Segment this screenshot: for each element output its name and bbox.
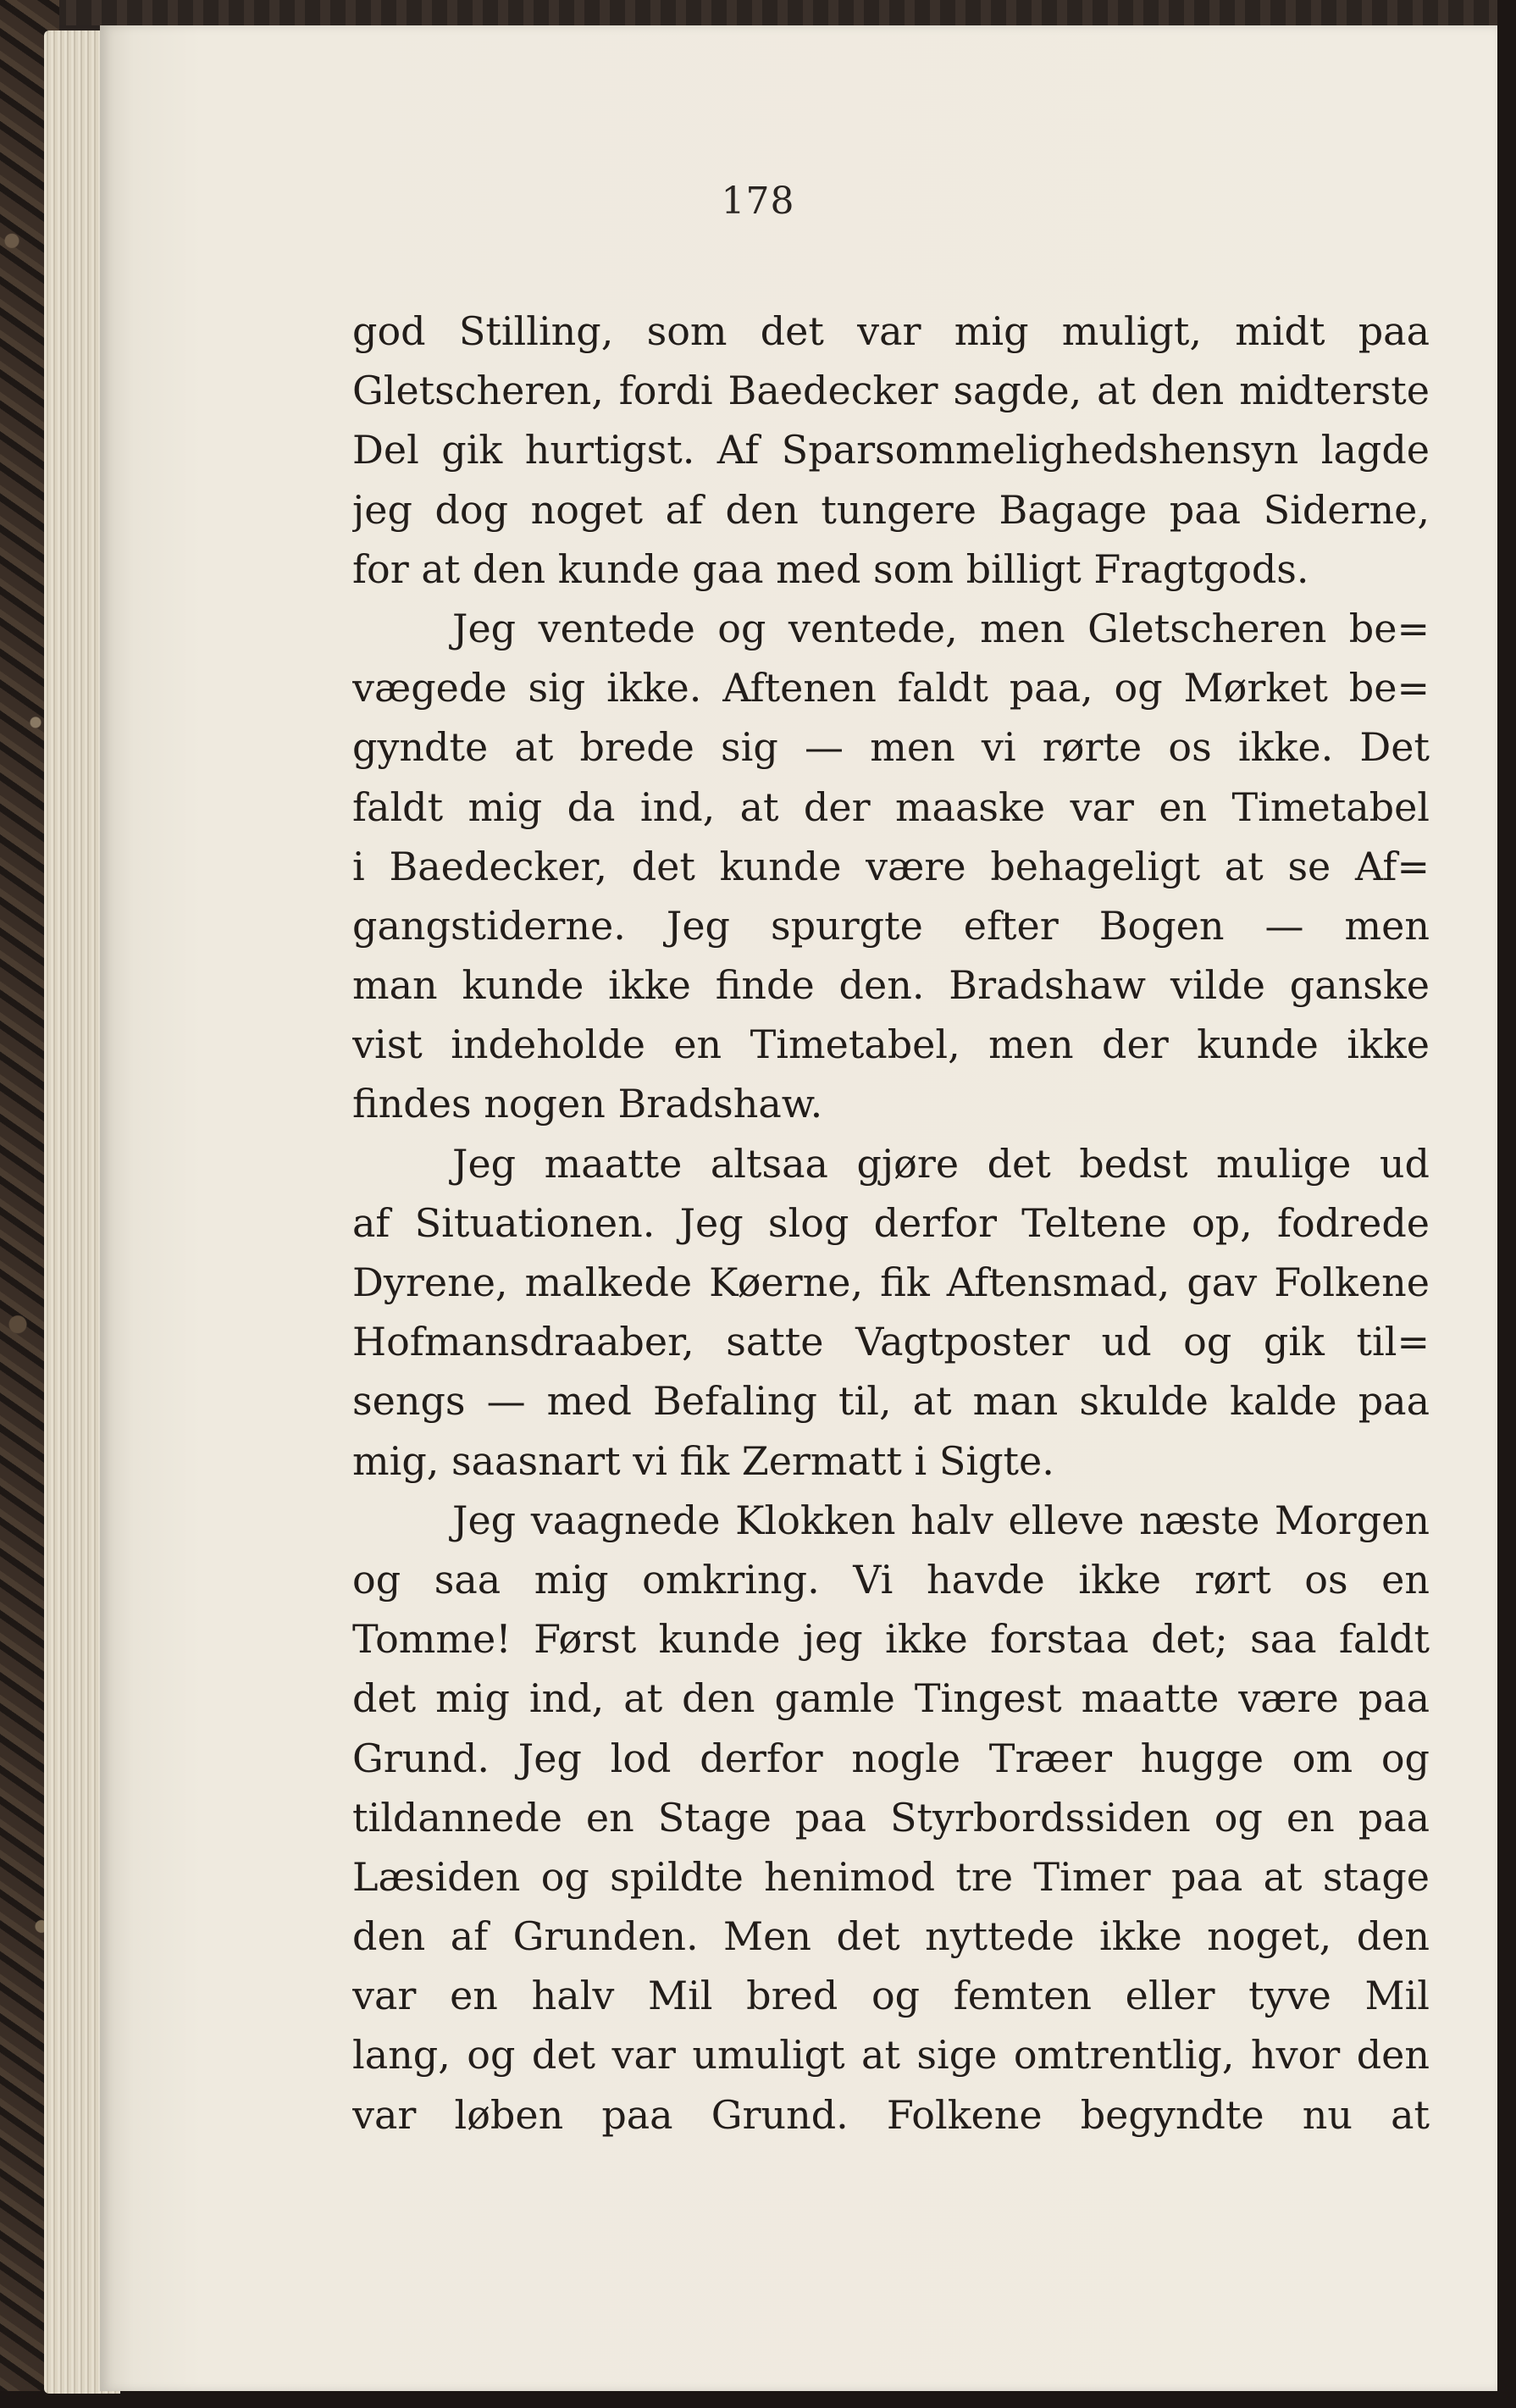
body-text [352, 302, 1430, 2145]
book-cover-top [0, 0, 1516, 25]
text-line: den af Grunden. Men det nyttede ikke noget, den [352, 1913, 1430, 1960]
text-line: Hofmansdraaber, satte Vagtposter ud og gik til= [352, 1319, 1430, 1365]
text-line: var løben paa Grund. Folkene begyndte nu at [352, 2091, 1430, 2138]
text-line: for at den kunde gaa med som billigt Fragtgods. [352, 545, 1309, 592]
text-line: Dyrene, malkede Køerne, fik Aftensmad, gav Folkene [352, 1259, 1430, 1305]
text-line: vist indeholde en Timetabel, men der kunde ikke [352, 1021, 1430, 1068]
book-cover-bottom [0, 2391, 1516, 2408]
text-line: Del gik hurtigst. Af Sparsommelighedshensyn lagde [352, 427, 1430, 473]
book-cover-right [1497, 0, 1516, 2408]
text-line: gangstiderne. Jeg spurgte efter Bogen — men [352, 902, 1430, 949]
text-line: Jeg vaagnede Klokken halv elleve næste Morgen [452, 1497, 1430, 1543]
text-line: faldt mig da ind, at der maaske var en Timetabel [352, 783, 1430, 830]
text-line: man kunde ikke finde den. Bradshaw vilde ganske [352, 962, 1430, 1009]
text-line: jeg dog noget af den tungere Bagage paa Siderne, [352, 486, 1430, 533]
text-line: Grund. Jeg lod derfor nogle Træer hugge om og [352, 1735, 1430, 1781]
text-line: tildannede en Stage paa Styrbordssiden og en paa [352, 1794, 1430, 1841]
text-line: vægede sig ikke. Aftenen faldt paa, og Mørket be= [352, 665, 1430, 711]
text-line: og saa mig omkring. Vi havde ikke rørt os en [352, 1556, 1430, 1603]
text-line: Tomme! Først kunde jeg ikke forstaa det; saa faldt [352, 1616, 1430, 1663]
text-line: sengs — med Befaling til, at man skulde kalde paa [352, 1378, 1430, 1425]
text-line: Læsiden og spildte henimod tre Timer paa at stage [352, 1853, 1430, 1900]
text-line: findes nogen Bradshaw. [352, 1081, 823, 1127]
text-line: gyndte at brede sig — men vi rørte os ikke. Det [352, 724, 1430, 771]
text-line: lang, og det var umuligt at sige omtrentlig, hvor den [352, 2032, 1430, 2079]
page-number: 178 [721, 180, 795, 223]
text-line: af Situationen. Jeg slog derfor Teltene op, fodrede [352, 1199, 1430, 1246]
text-line: mig, saasnart vi fik Zermatt i Sigte. [352, 1437, 1054, 1484]
text-line: i Baedecker, det kunde være behageligt at se Af= [352, 843, 1430, 889]
text-line: det mig ind, at den gamle Tingest maatte være paa [352, 1675, 1430, 1722]
text-line: Gletscheren, fordi Baedecker sagde, at den midterste [352, 368, 1430, 414]
text-line: Jeg maatte altsaa gjøre det bedst mulige ud [452, 1140, 1430, 1187]
text-line: god Stilling, som det var mig muligt, midt paa [352, 308, 1430, 354]
text-line: Jeg ventede og ventede, men Gletscheren be= [452, 605, 1430, 651]
text-line: var en halv Mil bred og femten eller tyve Mil [352, 1973, 1430, 2019]
